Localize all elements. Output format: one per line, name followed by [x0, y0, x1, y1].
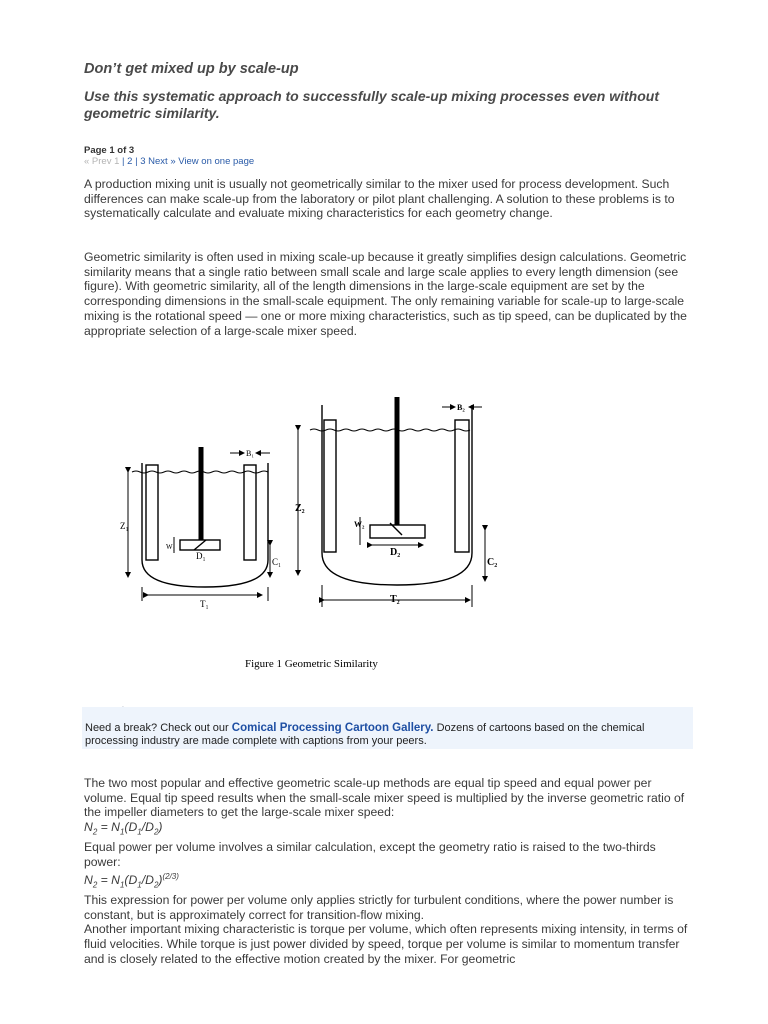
figure-caption: Figure 1 Geometric Similarity	[245, 658, 378, 670]
d2-label: D₂	[390, 547, 401, 558]
page-3-link[interactable]: 3	[140, 156, 146, 167]
b1-label: B₁	[246, 449, 255, 458]
w1-label: W₁	[166, 543, 176, 551]
tip-speed-formula: $N_2 = N_1(D_1/D_2)$	[84, 820, 163, 837]
view-on-one-page-link[interactable]: View on one page	[178, 156, 255, 167]
geometric-similarity-figure	[110, 395, 710, 680]
sponsor-text-before: Need a break? Check out our	[85, 722, 232, 734]
sponsor-text-after: Dozens of cartoons based on the chemical processing industry are made complete with captions from your peers.	[85, 722, 645, 747]
pagination-separator: |	[135, 156, 138, 167]
w2-label: W₂	[354, 520, 365, 529]
page-indicator: Page 1 of 3	[84, 145, 135, 156]
scale-up-methods-section	[84, 776, 694, 966]
article-subtitle: Use this systematic approach to successfully scale-up mixing processes even without geometric similarity.	[84, 88, 659, 121]
power-volume-paragraph: Equal power per volume involves a similar calculation, except the geometry ratio is raised to the two-thirds power:	[84, 840, 656, 869]
prev-link: « Prev	[84, 156, 112, 167]
next-link[interactable]: Next »	[148, 156, 176, 167]
t1-label: T₁	[200, 599, 209, 609]
d1-label: D₁	[196, 551, 206, 561]
page-2-link[interactable]: 2	[127, 156, 133, 167]
c1-label: C₁	[272, 557, 282, 567]
small-tank	[128, 447, 270, 601]
c2-label: C₂	[487, 557, 498, 568]
torque-paragraph: Another important mixing characteristic is torque per volume, which often represents mixing intensity, in terms of fluid velocities. While torque is just power divided by speed, torque per volume is similar to momentum transfer and is closely related to the effective motion created by the mixer. For geometric	[84, 922, 688, 966]
article-title: Don’t get mixed up by scale-up	[84, 61, 299, 77]
large-tank	[298, 397, 485, 607]
power-volume-formula: $N_2 = N_1(D_1/D_2)^{(2/3)}$	[84, 871, 179, 890]
pagination-separator: |	[122, 156, 125, 167]
z1-label: Z₁	[120, 521, 129, 531]
cartoon-gallery-link[interactable]: Comical Processing Cartoon Gallery.	[231, 722, 434, 734]
turbulent-note-paragraph: This expression for power per volume only applies strictly for turbulent conditions, where the power number is constant, but is approximately correct for transition-flow mixing.	[84, 892, 674, 922]
sponsor-box	[82, 707, 693, 749]
tip-speed-paragraph: The two most popular and effective geometric scale-up methods are equal tip speed and equal power per volume. Equal tip speed results when the small-scale mixer speed is multiplied by the inverse geometric ratio of the impeller diameters to get the large-scale mixer speed:	[84, 776, 685, 820]
z2-label: Z₂	[295, 503, 305, 514]
current-page: 1	[114, 156, 120, 167]
b2-label: B₂	[457, 403, 465, 412]
similarity-paragraph: Geometric similarity is often used in mixing scale-up because it greatly simplifies design calculations. Geometric similarity means that a single ratio between small scale and large scale applies to every length dimension (see figure). With geometric similarity, all of the length dimensions in the large-scale equipment are set by the corresponding dimensions in the small-scale equipment. The only remaining variable for scale-up to large-scale mixing is the rotational speed — one or more mixing characteristics, such as tip speed, can be duplicated by the appropriate selection of a large-scale mixer speed.	[84, 250, 687, 338]
pagination-nav	[84, 156, 694, 167]
t2-label: T₂	[390, 594, 400, 605]
intro-paragraph: A production mixing unit is usually not geometrically similar to the mixer used for process development. Such differences can make scale-up from the laboratory or pilot plant challenging. A solution to these problems is to systematically calculate and evaluate mixing characteristics for each geometry change.	[84, 177, 675, 221]
